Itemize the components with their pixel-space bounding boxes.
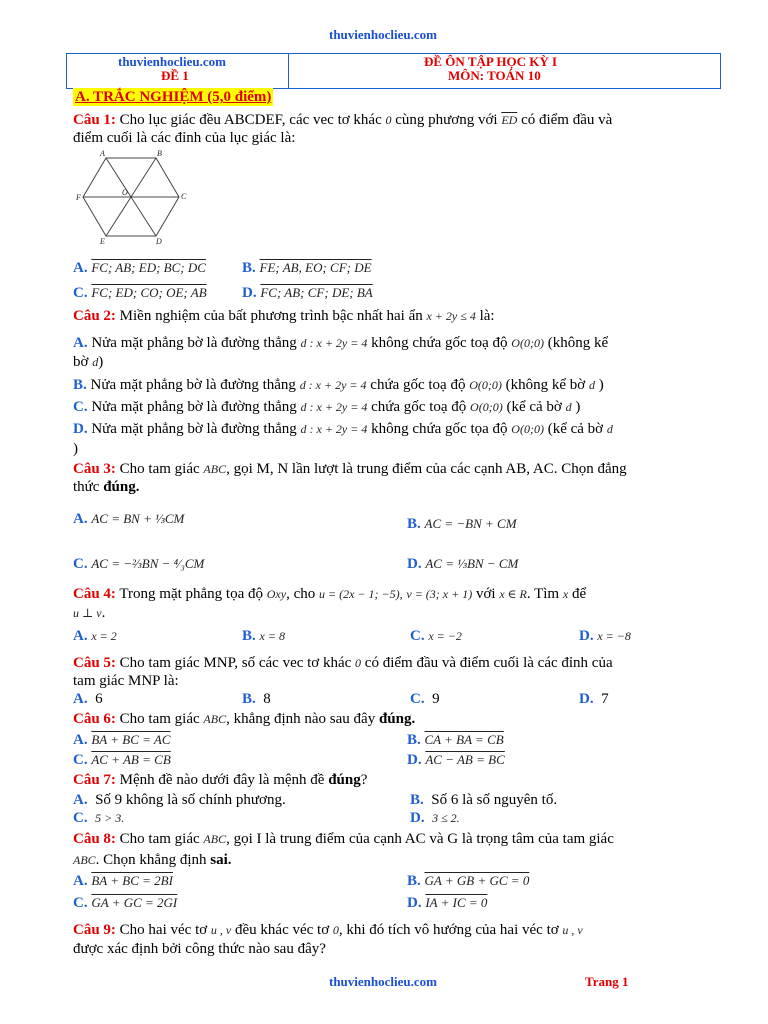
q5-line2: tam giác MNP là: [73,673,179,689]
q1-option-d[interactable]: D. FC; AB; CF; DE; BA [242,285,373,301]
question-2: Câu 2: Miền nghiệm của bất phương trình bậc nhất hai ẩn x + 2y ≤ 4 là: [73,308,495,324]
q2-option-d-cont: ) [73,441,78,457]
hex-label-e: E [100,237,105,245]
q2-option-d[interactable]: D. Nửa mặt phẳng bờ là đường thẳng d : x + 2y = 4 không chứa gốc tọa độ O(0;0) (kể cả bờ d [73,421,613,437]
header-divider [288,53,289,89]
exam-title: ĐỀ ÔN TẬP HỌC KỲ I [424,54,558,69]
q1-option-c[interactable]: C. FC; ED; CO; OE; AB [73,285,207,301]
q1-option-b[interactable]: B. FE; AB, EO; CF; DE [242,260,372,276]
question-6: Câu 6: Cho tam giác ABC, khẳng định nào sau đây đúng. [73,711,416,727]
hexagon-figure [76,150,191,245]
q4-option-a[interactable]: A. x = 2 [73,628,117,644]
q6-option-b[interactable]: B. CA + BA = CB [407,732,504,748]
exam-subject: MÔN: TOÁN 10 [448,68,541,83]
hex-label-b: B [157,150,162,158]
q7-option-d[interactable]: D. 3 ≤ 2. [410,810,460,826]
q3-option-c[interactable]: C. AC = −⅔BN − ⁴⁄₃CM [73,556,205,572]
q6-option-a[interactable]: A. BA + BC = AC [73,732,171,748]
top-site-link[interactable]: thuvienhoclieu.com [329,27,437,42]
q2-option-c[interactable]: C. Nửa mặt phẳng bờ là đường thẳng d : x + 2y = 4 chứa gốc toạ độ O(0;0) (kể cả bờ d ) [73,399,581,415]
q2-option-a-cont: bờ d) [73,354,104,370]
q2-option-a[interactable]: A. Nửa mặt phẳng bờ là đường thẳng d : x + 2y = 4 không chứa gốc toạ độ O(0;0) (không kể [73,335,609,351]
hex-label-c: C [181,192,187,201]
q8-option-b[interactable]: B. GA + GB + GC = 0 [407,873,530,889]
question-5: Câu 5: Cho tam giác MNP, số các vec tơ khác 0 có điểm đầu và điểm cuối là các đỉnh của [73,655,613,671]
q7-option-a[interactable]: A. Số 9 không là số chính phương. [73,792,286,808]
q3-option-b[interactable]: B. AC = −BN + CM [407,516,517,532]
q4-option-c[interactable]: C. x = −2 [410,628,462,644]
q1-option-a[interactable]: A. FC; AB; ED; BC; DC [73,260,206,276]
q5-option-d[interactable]: D. 7 [579,691,609,707]
q7-option-c[interactable]: C. 5 > 3. [73,810,125,826]
q9-line2: được xác định bởi công thức nào sau đây? [73,941,326,957]
question-1: Câu 1: Cho lục giác đều ABCDEF, các vec tơ khác 0 cùng phương với $\overline{ED}$ có điểm đầu và [73,112,613,128]
question-4: Câu 4: Trong mặt phẳng tọa độ Oxy, cho u = (2x − 1; −5), v = (3; x + 1) với x ∈ R. Tìm x để [73,586,587,602]
q2-option-b[interactable]: B. Nửa mặt phẳng bờ là đường thẳng d : x + 2y = 4 chứa gốc toạ độ O(0;0) (không kể bờ d ) [73,377,604,393]
q5-option-a[interactable]: A. 6 [73,691,103,707]
section-heading: A. TRẮC NGHIỆM (5,0 điểm) [75,89,272,105]
q4-option-d[interactable]: D. x = −8 [579,628,631,644]
footer-site-link[interactable]: thuvienhoclieu.com [329,974,437,989]
hex-label-f: F [76,193,81,202]
question-3: Câu 3: Cho tam giác ABC, gọi M, N lần lượt là trung điểm của các cạnh AB, AC. Chọn đẳng [73,461,627,477]
q4-option-b[interactable]: B. x = 8 [242,628,285,644]
q3-option-a[interactable]: A. AC = BN + ⅓CM [73,511,185,527]
q3-line2: thức đúng. [73,479,140,495]
page-number: Trang 1 [585,974,629,989]
q1-label: Câu 1: [73,112,116,128]
q5-option-c[interactable]: C. 9 [410,691,440,707]
q7-option-b[interactable]: B. Số 6 là số nguyên tố. [410,792,558,808]
hex-label-a: A [100,150,105,158]
q4-condition: u ⊥ v. [73,605,106,621]
hex-label-d: D [156,237,162,245]
q8-option-d[interactable]: D. IA + IC = 0 [407,895,488,911]
q5-option-b[interactable]: B. 8 [242,691,271,707]
q8-option-c[interactable]: C. GA + GC = 2GI [73,895,178,911]
q8-option-a[interactable]: A. BA + BC = 2BI [73,873,173,889]
q1-line2: điểm cuối là các đỉnh của lục giác là: [73,130,296,146]
hex-label-o: O [122,188,128,197]
q8-line2: ABC. Chọn khẳng định sai. [73,852,232,868]
q6-option-c[interactable]: C. AC + AB = CB [73,752,171,768]
exam-number: ĐỀ 1 [161,68,189,83]
question-7: Câu 7: Mệnh đề nào dưới đây là mệnh đề đúng? [73,772,368,788]
q3-option-d[interactable]: D. AC = ⅓BN − CM [407,556,519,572]
q6-option-d[interactable]: D. AC − AB = BC [407,752,505,768]
header-site: thuvienhoclieu.com [118,54,226,69]
question-8: Câu 8: Cho tam giác ABC, gọi I là trung điểm của cạnh AC và G là trọng tâm của tam giác [73,831,614,847]
question-9: Câu 9: Cho hai véc tơ u , v đều khác véc tơ 0, khi đó tích vô hướng của hai véc tơ u , v [73,922,583,938]
